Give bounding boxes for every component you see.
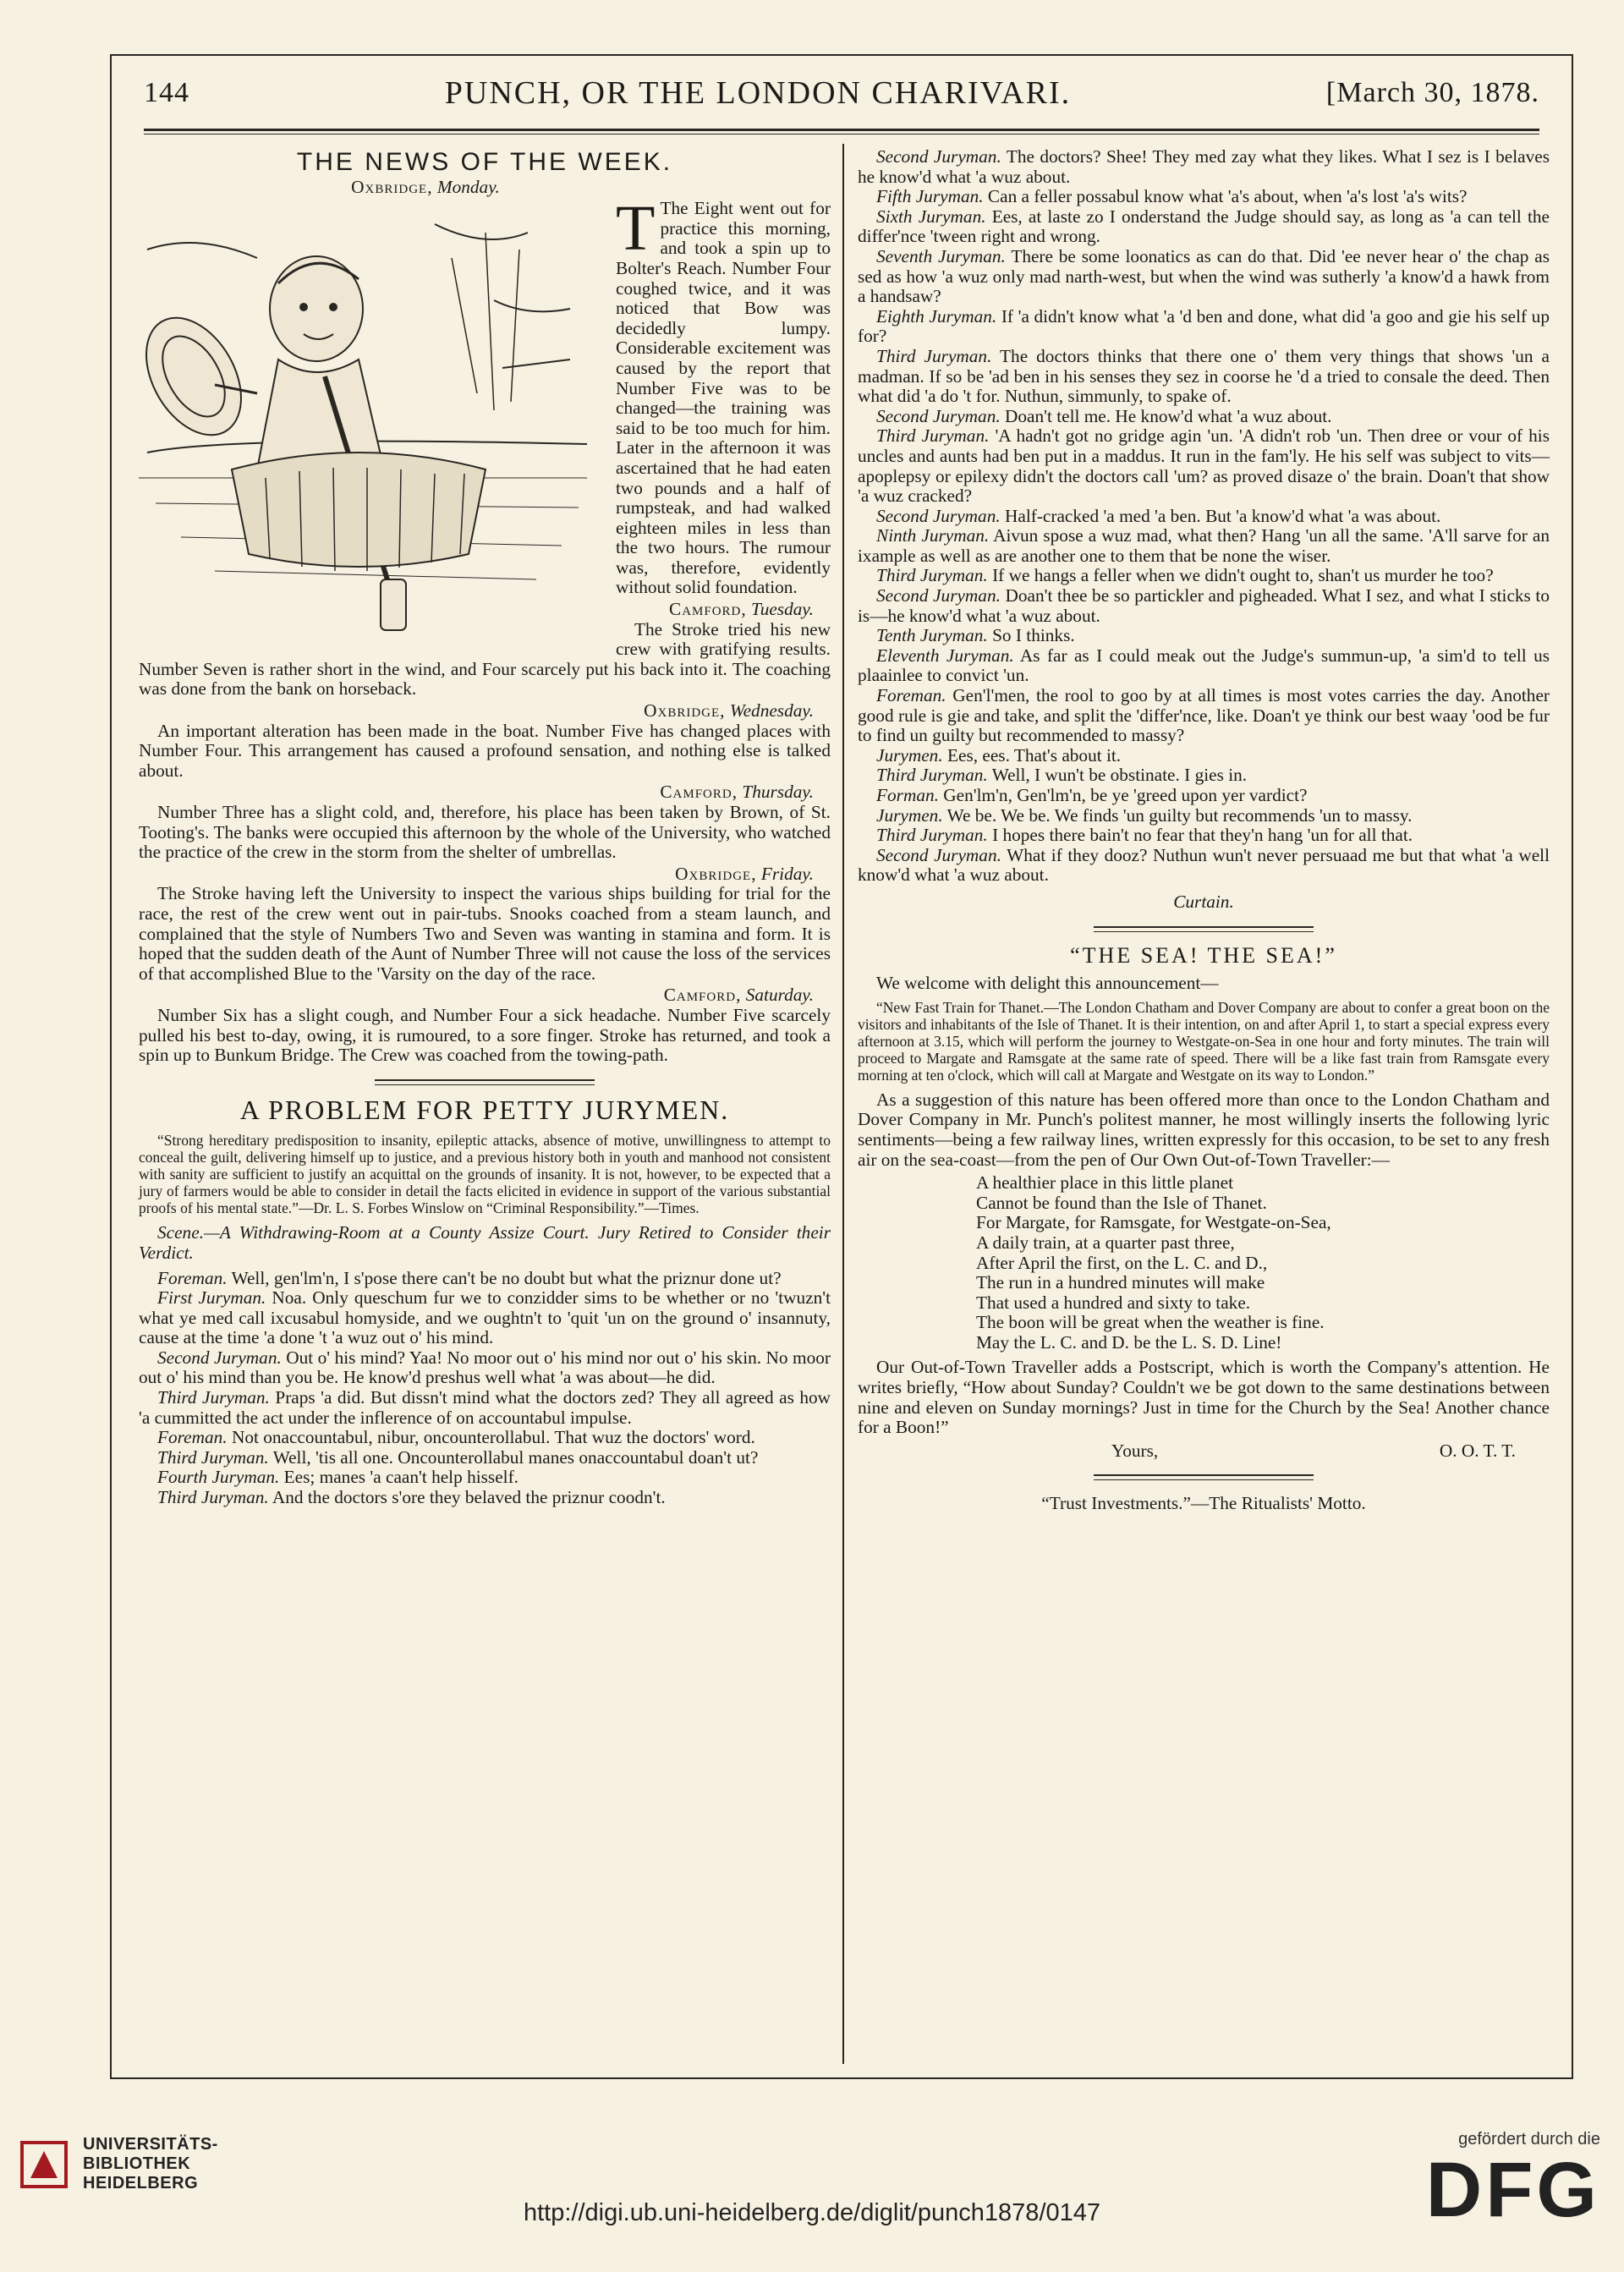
header-rule bbox=[144, 129, 1539, 131]
speech: Doan't thee be so partickler and pigheaded. What I sez, and what I sticks to is—he know'd what 'a wuz about. bbox=[858, 585, 1550, 626]
dialogue-line bbox=[858, 766, 1550, 786]
footer-bar bbox=[0, 2096, 1624, 2272]
speaker: Third Juryman. bbox=[876, 765, 988, 786]
page-border-right bbox=[1572, 54, 1573, 2079]
dialogue-line bbox=[858, 526, 1550, 566]
section-separator-thin bbox=[375, 1084, 595, 1085]
speech: Can a feller possabul know what 'a's about, when 'a's lost 'a's wits? bbox=[987, 186, 1468, 207]
speech: So I thinks. bbox=[992, 625, 1075, 646]
speech: Well, gen'lm'n, I s'pose there can't be no doubt but what the priznur done ut? bbox=[231, 1267, 782, 1288]
poem-line: The boon will be great when the weather is fine. bbox=[976, 1312, 1325, 1333]
speaker: Jurymen. bbox=[876, 804, 943, 826]
dialogue-line bbox=[858, 187, 1550, 207]
rowing-boy-illustration bbox=[130, 199, 604, 647]
speaker: Third Juryman. bbox=[876, 425, 990, 447]
library-name: UNIVERSITÄTS- BIBLIOTHEK HEIDELBERG bbox=[83, 2135, 218, 2192]
problem-heading: A PROBLEM FOR PETTY JURYMEN. bbox=[239, 1094, 730, 1125]
speaker: Jurymen. bbox=[876, 744, 943, 766]
speaker: Ninth Juryman. bbox=[876, 525, 990, 546]
speech: Well, I wun't be obstinate. I gies in. bbox=[991, 765, 1248, 786]
news-friday-text: The Stroke having left the University to inspect the various ships building for trial for the race, the rest of the crew went out in pair-tubs. Snooks coached from a steam launch, and complained that the style of Numbers Two and Seven was wanting in stamina and form. It is hoped that the sudden death of the Aunt of Number Three will not cause the loss of the services of that accomplished Blue to the 'Varsity on the day of the race. bbox=[139, 883, 831, 984]
newspaper-page bbox=[110, 54, 1573, 2079]
section-separator bbox=[375, 1079, 595, 1081]
section-separator-end-thin bbox=[1094, 1479, 1314, 1480]
dialogue-line bbox=[858, 307, 1550, 347]
column-divider bbox=[842, 144, 844, 2064]
dateline-friday: Oxbridge, Friday. bbox=[675, 863, 814, 884]
funder-logo bbox=[1426, 2130, 1600, 2231]
publication-title: PUNCH, OR THE LONDON CHARIVARI. bbox=[444, 75, 1072, 111]
speech: If 'a didn't know what 'a 'd ben and done, what did 'a goo and gie his self up for? bbox=[858, 305, 1550, 347]
signoff bbox=[858, 1438, 1550, 1462]
dialogue-line bbox=[858, 806, 1550, 826]
dialogue-line bbox=[858, 347, 1550, 407]
speech: Aivun spose a wuz mad, what then? Hang 'un all the same. 'A'll sarve for an ixample as well as are another one to them that be none the wiser. bbox=[858, 525, 1550, 566]
yours: Yours, bbox=[1111, 1440, 1159, 1461]
speech: What if they dooz? Nuthun wun't never persuaad me but that what 'a well know'd what 'a wuz about. bbox=[858, 844, 1550, 886]
poem-line: After April the first, on the L. C. and D., bbox=[976, 1252, 1268, 1273]
speech: Gen'lm'n, Gen'lm'n, be ye 'greed upon yer vardict? bbox=[943, 785, 1308, 805]
poem-line: The run in a hundred minutes will make bbox=[976, 1272, 1265, 1293]
speech: Noa. Only queschum fur we to conzidder sims to be whether or no 'twuzn't what ye med call ixcusabul homyside, and we oughtn't to 'quit 'un on the ground o' insannuty, cause at the time 'a done 't 'a wuz out o' his mind. bbox=[139, 1287, 831, 1348]
dialogue-line bbox=[139, 1348, 831, 1388]
speaker: Third Juryman. bbox=[876, 565, 988, 586]
speech: Well, 'tis all one. Oncounterollabul manes onaccountabul doan't ut? bbox=[272, 1446, 759, 1468]
speech: Ees; manes 'a caan't help hisself. bbox=[283, 1467, 518, 1488]
dialogue-line bbox=[139, 1269, 831, 1289]
dateline-thursday: Camford, Thursday. bbox=[660, 782, 814, 803]
speaker: Tenth Juryman. bbox=[876, 625, 988, 646]
sea-intro: We welcome with delight this announcement— bbox=[876, 973, 1219, 994]
speaker: Second Juryman. bbox=[876, 146, 1001, 167]
dialogue-line bbox=[858, 646, 1550, 686]
speaker: Foreman. bbox=[157, 1267, 228, 1288]
news-monday-text: T The Eight went out for practice this morning, and took a spin up to Bolter's Reach. Number Four coughed twice, and it was noticed that Bow was decidedly lumpy. Considerable excitement was caused by the report that Number Five was to be changed—the training was said to be too much for him. Later in the afternoon it was ascertained that he had eaten two pounds and a half of rumpsteak, and had walked eighteen miles in less than the two hours. The rumour was, therefore, evidently without solid foundation. bbox=[616, 193, 831, 598]
speech: Praps 'a did. But dissn't mind what the doctors zed? They all agreed as how 'a cummitted the act under the inflerence of on accountabul impulse. bbox=[139, 1387, 831, 1428]
speaker: Fourth Juryman. bbox=[157, 1467, 280, 1488]
speech: Ees, at laste zo I onderstand the Judge should say, as long as 'a can tell the differ'nce 'tween right and wrong. bbox=[858, 206, 1550, 247]
dialogue-line bbox=[139, 1488, 831, 1508]
speech: And the doctors s'ore they belaved the priznur coodn't. bbox=[272, 1487, 666, 1508]
source-url[interactable]: http://digi.ub.uni-heidelberg.de/diglit/punch1878/0147 bbox=[523, 2199, 1101, 2226]
running-header bbox=[144, 66, 1539, 120]
speaker: Second Juryman. bbox=[876, 585, 1001, 606]
dateline-tuesday: Camford, Tuesday. bbox=[668, 599, 814, 620]
postscript: Our Out-of-Town Traveller adds a Postscript, which is worth the Company's attention. He writes briefly, “How about Sunday? Couldn't we be got down to the same destinations between nine and eleven on Sunday mornings? Just in time for the Church by the Sea! Another chance for a Boon!” bbox=[858, 1357, 1550, 1438]
speech: Ees, ees. That's about it. bbox=[946, 744, 1122, 766]
sea-heading: “THE SEA! THE SEA!” bbox=[1070, 942, 1337, 968]
speech: I hopes there bain't no fear that they'n hang 'un for all that. bbox=[992, 825, 1413, 846]
funded-by-text: gefördert durch die bbox=[1458, 2130, 1600, 2149]
speaker: Second Juryman. bbox=[876, 405, 1001, 426]
speech: The doctors? Shee! They med zay what they likes. What I sez is I belaves he know'd what 'a wuz about. bbox=[858, 146, 1550, 187]
dialogue-line bbox=[858, 247, 1550, 307]
speaker: Second Juryman. bbox=[876, 844, 1001, 865]
poem-line: May the L. C. and D. be the L. S. D. Line! bbox=[976, 1331, 1282, 1353]
speaker: Foreman. bbox=[157, 1427, 228, 1448]
signature: O. O. T. T. bbox=[1439, 1440, 1516, 1461]
section-separator-end bbox=[1094, 1474, 1314, 1476]
dialogue-right bbox=[858, 147, 1550, 886]
speaker: Eleventh Juryman. bbox=[876, 645, 1014, 666]
speech: As far as I could meak out the Judge's summun-up, 'a sim'd to tell us plaainlee to convict 'un. bbox=[858, 645, 1550, 686]
dialogue-line bbox=[858, 846, 1550, 886]
scene-direction: Scene.—A Withdrawing-Room at a County Assize Court. Jury Retired to Consider their Verdict. bbox=[139, 1222, 831, 1263]
speaker: First Juryman. bbox=[157, 1287, 266, 1309]
speech: Half-cracked 'a med 'a ben. But 'a know'd what 'a was about. bbox=[1005, 505, 1441, 526]
section-separator-right bbox=[1094, 926, 1314, 928]
poem-line: That used a hundred and sixty to take. bbox=[976, 1292, 1251, 1313]
dialogue-line bbox=[139, 1448, 831, 1468]
speaker: Third Juryman. bbox=[157, 1487, 269, 1508]
sea-paragraph: As a suggestion of this nature has been offered more than once to the London Chatham and Dover Company in Mr. Punch's politest manner, he most willingly inserts the following lyric sentiments—being a few railway lines, written expressly for this occasion, to be set to any fresh air on the sea-coast—from the pen of Our Own Out-of-Town Traveller:— bbox=[858, 1089, 1550, 1170]
speaker: Seventh Juryman. bbox=[876, 245, 1006, 266]
speaker: Eighth Juryman. bbox=[876, 305, 997, 327]
page-border-top bbox=[110, 54, 1573, 56]
curtain-line: Curtain. bbox=[1173, 891, 1234, 912]
winslow-quote: “Strong hereditary predisposition to insanity, epileptic attacks, absence of motive, unwillingness to attempt to conceal the guilt, delivering himself up to justice, and a previous history both in youth and manhood not consistent with sanity are sufficient to justify an acquittal on the grounds of insanity. It is not, however, to be expected that a jury of farmers would be able to consider in detail the facts elicited in evidence in support of the various substantial proofs of his mental state.”—Dr. L. S. Forbes Winslow on “Criminal Responsibility.”—Times. bbox=[139, 1132, 831, 1217]
news-saturday-text: Number Six has a slight cough, and Number Four a sick headache. Number Five scarcely pulled his best to-day, owing, it is rumoured, to a sore finger. Stroke has returned, and took a spin up to Bunkum Bridge. The Crew was coached from the towing-path. bbox=[139, 1004, 831, 1066]
dialogue-line bbox=[139, 1288, 831, 1348]
poem-line: Cannot be found than the Isle of Thanet. bbox=[976, 1192, 1267, 1213]
speaker: Third Juryman. bbox=[157, 1387, 270, 1408]
dateline-monday: Oxbridge, Monday. bbox=[351, 176, 500, 197]
speaker: Sixth Juryman. bbox=[876, 206, 986, 227]
library-logo bbox=[19, 2135, 218, 2193]
dateline-wednesday: Oxbridge, Wednesday. bbox=[644, 700, 814, 722]
speaker: Second Juryman. bbox=[876, 505, 1001, 526]
dialogue-line bbox=[858, 207, 1550, 247]
speaker: Third Juryman. bbox=[157, 1446, 269, 1468]
dialogue-line bbox=[858, 626, 1550, 646]
dialogue-line bbox=[858, 586, 1550, 626]
page-number: 144 bbox=[144, 77, 189, 108]
dialogue-line bbox=[858, 746, 1550, 766]
speaker: Forman. bbox=[876, 785, 939, 805]
speech: 'A hadn't got no gridge agin 'un. 'A didn't rob 'un. Then dree or vour of his uncles and aunts had ben put in a maddus. It run in the fam'ly. He his self was subject to vits—apoplepsy or epilexy didn't the doctors call 'um? as proved disaze o' the brain. Doan't that show 'a wuz cracked? bbox=[858, 425, 1550, 507]
right-column bbox=[858, 147, 1550, 1516]
dfg-logo: DFG bbox=[1425, 2147, 1600, 2233]
page-border-bottom bbox=[110, 2077, 1573, 2079]
speech: There be some loonatics as can do that. Did 'ee never hear o' the chap as sed as how 'a wuz only mad narth-west, but when the wind was sutherly 'a know'd a hawk from a handsaw? bbox=[858, 245, 1550, 307]
dialogue-line bbox=[858, 426, 1550, 506]
news-heading: THE NEWS OF THE WEEK. bbox=[296, 148, 673, 176]
speaker: Third Juryman. bbox=[876, 345, 992, 366]
dialogue-line bbox=[858, 507, 1550, 527]
section-separator-right-thin bbox=[1094, 931, 1314, 932]
dialogue-left bbox=[139, 1269, 831, 1508]
issue-date: [March 30, 1878. bbox=[1325, 77, 1539, 108]
dialogue-line bbox=[139, 1388, 831, 1428]
speaker: Third Juryman. bbox=[876, 825, 988, 846]
news-tuesday-text: The Stroke tried his new crew with gratifying results. Number Seven is rather short in the wind, and Four scarcely put his back into it. The coaching was done from the bank on horseback. bbox=[139, 618, 831, 700]
dialogue-line bbox=[139, 1428, 831, 1448]
poem-line: A daily train, at a quarter past three, bbox=[976, 1232, 1235, 1253]
speech: If we hangs a feller when we didn't ought to, shan't us murder he too? bbox=[992, 565, 1494, 586]
train-announcement: “New Fast Train for Thanet.—The London Chatham and Dover Company are about to confer a great boon on the visitors and inhabitants of the Isle of Thanet. It is their intention, on and after April 1, to start a special express every afternoon at 3.15, which will perform the journey to Westgate-on-Sea in one hour and forty minutes. The train will proceed to Margate and Ramsgate at the same rate of speed. There will be a like fast train from Ramsgate every morning at ten o'clock, which will call at Margate and Westgate on its way to London.” bbox=[858, 998, 1550, 1084]
thanet-poem bbox=[976, 1173, 1550, 1353]
page-border-left bbox=[110, 54, 112, 2079]
speech: Gen'l'men, the rool to goo by at all times is most votes carries the day. Another good rule is gie and take, and split the 'differ'nce, like. Doan't ye think our best waay 'ood be fur to find un guilty but recommended to massy? bbox=[858, 685, 1550, 746]
drop-cap: T bbox=[616, 193, 656, 265]
dateline-saturday: Camford, Saturday. bbox=[663, 985, 814, 1006]
dialogue-line bbox=[139, 1468, 831, 1488]
poem-line: For Margate, for Ramsgate, for Westgate-on-Sea, bbox=[976, 1212, 1331, 1233]
library-seal-icon bbox=[19, 2139, 69, 2190]
dialogue-line bbox=[858, 407, 1550, 427]
speaker: Second Juryman. bbox=[157, 1347, 282, 1368]
news-thursday-text: Number Three has a slight cold, and, therefore, his place has been taken by Brown, of St. Tooting's. The banks were occupied this afternoon by the whole of the University, who watched the practice of the crew in the storm from the shelter of umbrellas. bbox=[139, 802, 831, 863]
dialogue-line bbox=[858, 686, 1550, 746]
speech: Doan't tell me. He know'd what 'a wuz about. bbox=[1005, 405, 1332, 426]
speaker: Fifth Juryman. bbox=[876, 186, 984, 207]
left-column bbox=[139, 147, 831, 1508]
speech: Out o' his mind? Yaa! No moor out o' his mind nor out o' his skin. No moor out o' his mind than you be. He know'd preshus well what 'a was about—he did. bbox=[139, 1347, 831, 1388]
dialogue-line bbox=[858, 147, 1550, 187]
trust-investments: “Trust Investments.”—The Ritualists' Motto. bbox=[1041, 1493, 1366, 1514]
speech: We be. We be. We finds 'un guilty but recommends 'un to massy. bbox=[946, 804, 1413, 826]
speaker: Foreman. bbox=[876, 685, 946, 706]
speech: The doctors thinks that there one o' them very things that shows 'un a madman. If so be 'ad ben in his senses they sez in coorse he 'd a tried to consale the deed. Then what did 'a do 't for. Nuthun, simmunly, to spake of. bbox=[858, 345, 1550, 407]
dialogue-line bbox=[858, 566, 1550, 586]
speech: Not onaccountabul, nibur, oncounterollabul. That wuz the doctors' word. bbox=[231, 1427, 755, 1448]
poem-line: A healthier place in this little planet bbox=[976, 1172, 1233, 1194]
news-wednesday-text: An important alteration has been made in the boat. Number Five has changed places with Number Four. This arrangement has caused a profound sensation, and nothing else is talked about. bbox=[139, 720, 831, 781]
dialogue-line bbox=[858, 786, 1550, 806]
dialogue-line bbox=[858, 826, 1550, 846]
